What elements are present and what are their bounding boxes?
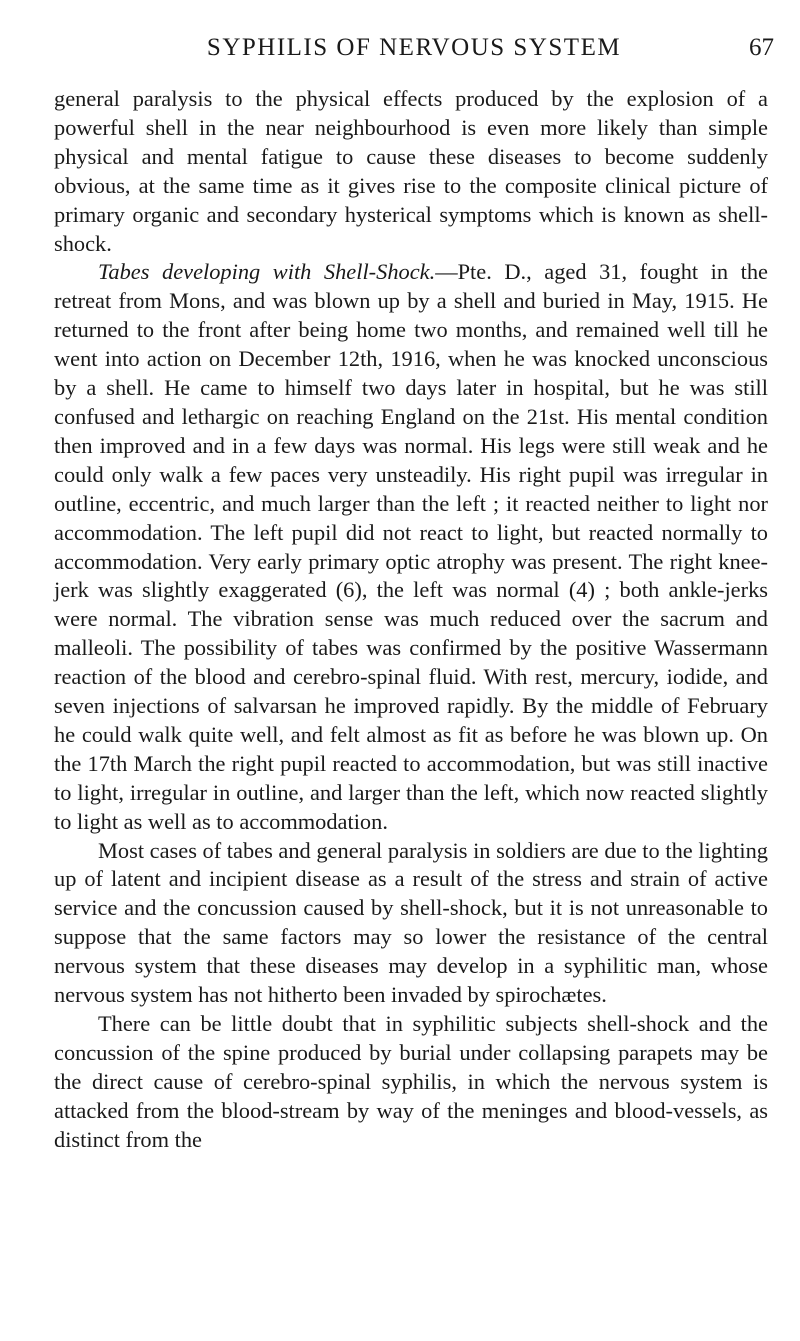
body-text [54,85,768,1155]
paragraph-continuation: general paralysis to the physical effects produced by the explosion of a powerful shell in the near neighbourhood is even more likely than simple physical and mental fatigue to cause these diseases to become suddenly obvious, at the same time as it gives rise to the composite clinical picture of primary organic and secondary hysterical symptoms which is known as shell-shock. [54,86,768,256]
case-title: Tabes developing with Shell-Shock. [98,259,436,285]
paragraph-conclusion: There can be little doubt that in syphilitic subjects shell-shock and the concussion of the spine produced by burial under collapsing parapets may be the direct cause of cerebro-spinal syphilis, in which the nervous system is attacked from the blood-stream by way of the meninges and blood-vessels, as distinct from the [54,1011,768,1152]
case-report-text: —Pte. D., aged 31, fought in the retreat from Mons, and was blown up by a shell and buried in May, 1915. He returned to the front after being home two months, and remained well till he went into action on December 12th, 1916, when he was knocked unconscious by a shell. He came to himself two days later in hospital, but he was still confused and lethargic on reaching England on the 21st. His mental condition then improved and in a few days was normal. His legs were still weak and he could only walk a few paces very unsteadily. His right pupil was irregular in outline, eccentric, and much larger than the left ; it reacted neither to light nor accommodation. The left pupil did not react to light, but reacted normally to accommodation. Very early primary optic atrophy was present. The right knee-jerk was slightly exaggerated (6), the left was normal (4) ; both ankle-jerks were normal. The vibration sense was much reduced over the sacrum and malleoli. The possibility of tabes was confirmed by the positive Wassermann reaction of the blood and cerebro-spinal fluid. With rest, mercury, iodide, and seven injections of salvarsan he improved rapidly. By the middle of February he could walk quite well, and felt almost as fit as before he was blown up. On the 17th March the right pupil reacted to accommodation, but was still inactive to light, irregular in outline, and larger than the left, which now reacted slightly to light as well as to accommodation. [54,259,768,834]
paragraph-case-report [54,258,768,836]
page-number: 67 [749,34,774,61]
paragraph-discussion: Most cases of tabes and general paralysis in soldiers are due to the lighting up of latent and incipient disease as a result of the stress and strain of active service and the concussion caused by shell-shock, but it is not unreasonable to suppose that the same factors may so lower the resistance of the central nervous system that these diseases may develop in a syphilitic man, whose nervous system has not hitherto been invaded by spirochætes. [54,837,768,1008]
running-head [54,30,774,70]
running-title: SYPHILIS OF NERVOUS SYSTEM [206,34,622,61]
